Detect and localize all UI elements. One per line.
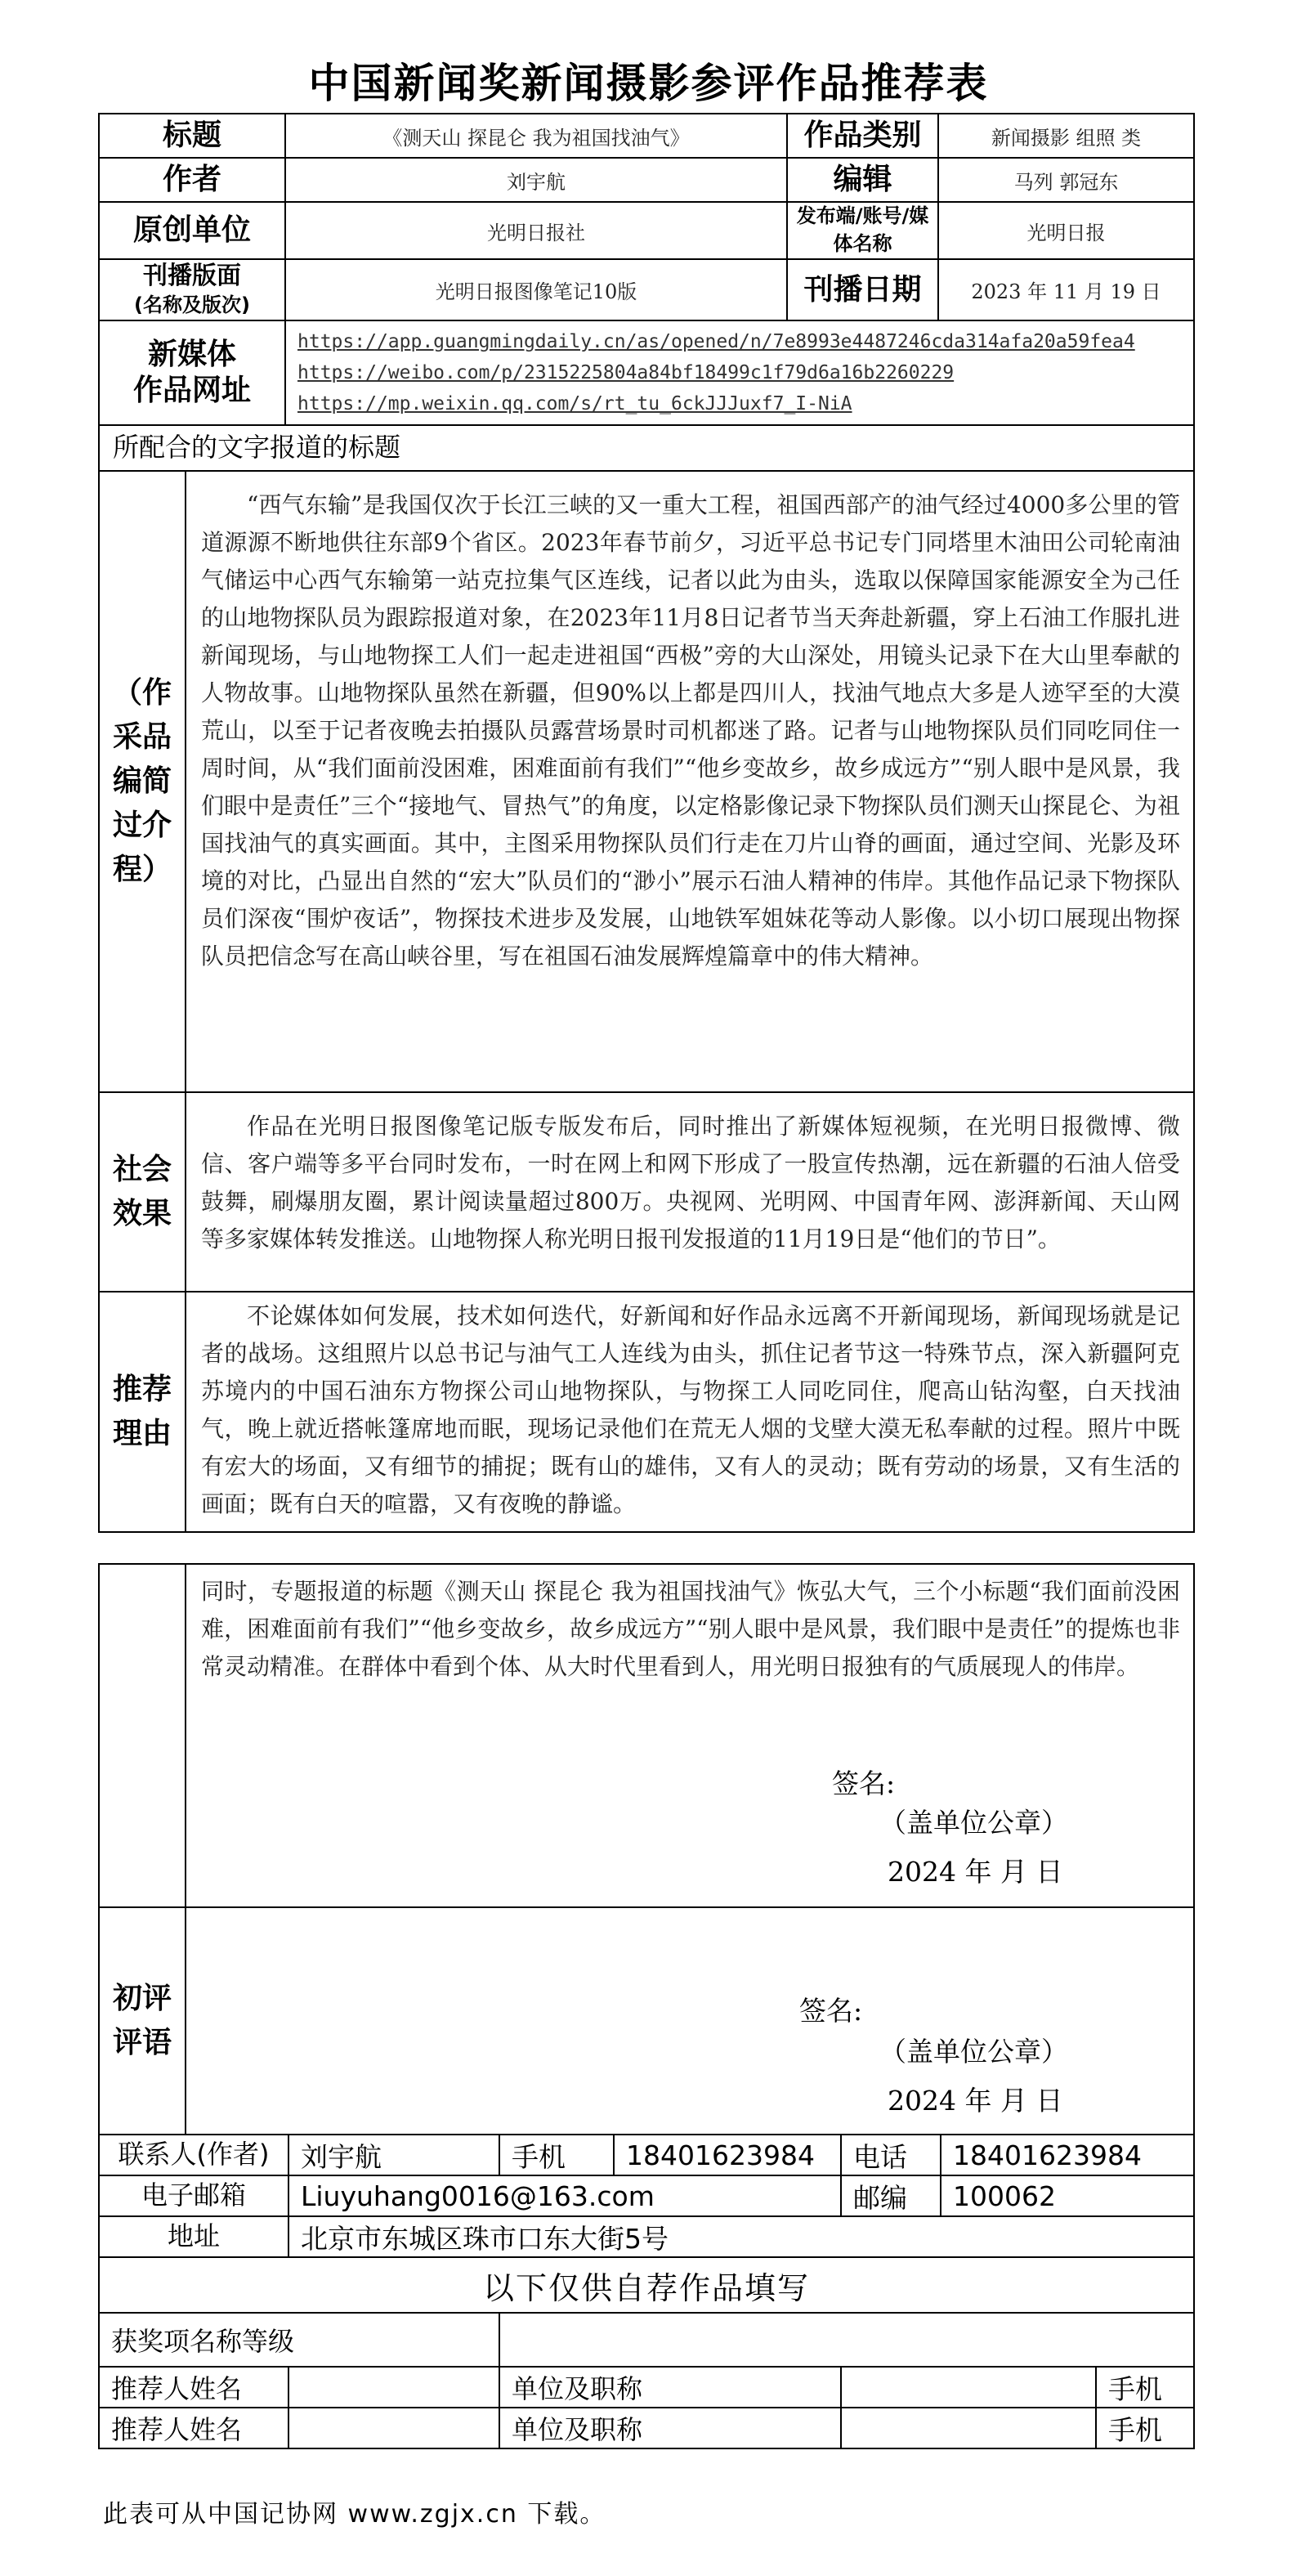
date-value: 2023 年 11 月 19 日 [938, 259, 1194, 320]
recommender-mobile-cell-2 [841, 2408, 1194, 2448]
phone-value: 18401623984 [941, 2135, 1194, 2175]
reason-sign-label: 签名: [832, 1767, 896, 1799]
recommender-label-1: 推荐人姓名 [99, 2367, 288, 2408]
publisher-label: 发布端/账号/媒体名称 [787, 202, 938, 259]
recommender-mobile-label-1: 手机 [1108, 2372, 1162, 2405]
author-value: 刘宇航 [285, 158, 787, 202]
address-label: 地址 [99, 2216, 288, 2257]
reason-continued-text: 同时，专题报道的标题《测天山 探昆仑 我为祖国找油气》恢弘大气，三个小标题“我们面前没困难，困难面前有我们”“他乡变故乡，故乡成远方”“别人眼中是风景，我们眼中是责任”的提炼也非常灵动精准。在群体中看到个体、从大时代里看到人，用光明日报独有的气质展现人的伟岸。 [201, 1578, 1181, 1680]
recommender-mobile-cell-1 [841, 2367, 1194, 2408]
review-label [99, 1907, 186, 2135]
address-value: 北京市东城区珠市口东大街5号 [288, 2216, 1194, 2257]
url-label-line-2: 作品网址 [133, 373, 252, 407]
review-date: 2024 年 月 日 [888, 2085, 1063, 2117]
url-label-line-1: 新媒体 [148, 338, 237, 372]
intro-label-text: （作采品编简过介程） [112, 675, 172, 886]
author-label: 作者 [99, 158, 285, 202]
reason-text: 不论媒体如何发展，技术如何迭代，好新闻和好作品永远离不开新闻现场，新闻现场就是记者的战场。这组照片以总书记与油气工人连线为由头，抓住记者节这一特殊节点，深入新疆阿克苏境内的中国石油东方物探公司山地物探队，与物探工人同吃同住，爬高山钻沟壑，白天找油气，晚上就近搭帐篷席地而眠，现场记录他们在荒无人烟的戈壁大漠无私奉献的过程。照片中既有宏大的场面，又有细节的捕捉；既有山的雄伟，又有人的灵动；既有劳动的场景，又有生活的画面；既有白天的喧嚣，又有夜晚的静谧。 [201, 1301, 1181, 1517]
reason-continued-content [186, 1564, 1194, 1907]
self-recommend-heading: 以下仅供自荐作品填写 [99, 2257, 1194, 2313]
review-sign-label: 签名: [799, 1995, 863, 2027]
position-label-1: 单位及职称 [499, 2367, 841, 2408]
intro-text: “西气东输”是我国仅次于长江三峡的又一重大工程，祖国西部产的油气经过4000多公里的管道源源不断地供往东部9个省区。2023年春节前夕，习近平总书记专门同塔里木油田公司轮南油气储运中心西气东输第一站克拉集气区连线，记者以此为由头，选取以保障国家能源安全为己任的山地物探队员为跟踪报道对象，在2023年11月8日记者节当天奔赴新疆，穿上石油工作服扎进新闻现场，与山地物探工人们一起走进祖国“西极”旁的大山深处，用镜头记录下在大山里奉献的人物故事。山地物探队虽然在新疆，但90%以上都是四川人，找油气地点大多是人迹罕至的大漠荒山，以至于记者夜晚去拍摄队员露营场景时司机都迷了路。记者与山地物探队员们同吃同住一周时间，从“我们面前没困难，困难面前有我们”“他乡变故乡，故乡成远方”“别人眼中是风景，我们眼中是责任”三个“接地气、冒热气”的角度，以定格影像记录下物探队员们测天山探昆仑、为祖国找油气的真实画面。其中，主图采用物探队员们行走在刀片山脊的画面，通过空间、光影及环境的对比，凸显出自然的“宏大”队员们的“渺小”展示石油人精神的伟岸。其他作品记录下物探队员们深夜“围炉夜话”，物探技术进步及发展，山地铁军姐妹花等动人影像。以小切口展现出物探队员把信念写在高山峡谷里，写在祖国石油发展辉煌篇章中的伟大精神。 [201, 491, 1181, 970]
recommender-value-2[interactable] [288, 2408, 499, 2448]
email-value: Liuyuhang0016@163.com [288, 2175, 841, 2216]
position-label-2: 单位及职称 [499, 2408, 841, 2448]
reason-content [186, 1292, 1194, 1532]
page-label-line-1: 刊播版面 [143, 262, 241, 290]
page-label [99, 259, 285, 320]
position-value-1[interactable] [842, 2368, 1097, 2407]
contact-value: 刘宇航 [288, 2135, 499, 2175]
effect-text: 作品在光明日报图像笔记版专版发布后，同时推出了新媒体短视频，在光明日报微博、微信、客户端等多平台同时发布，一时在网上和网下形成了一股宣传热潮，远在新疆的石油人倍受鼓舞，刷爆朋友圈，累计阅读量超过800万。央视网、光明网、中国青年网、澎湃新闻、天山网等多家媒体转发推送。山地物探人称光明日报刊发报道的11月19日是“他们的节日”。 [201, 1112, 1181, 1252]
url-link-app[interactable]: https://app.guangmingdaily.cn/as/opened/n/7e8993e4487246cda314afa20a59fea4 [297, 330, 1135, 352]
related-report-text: 所配合的文字报道的标题 [113, 431, 401, 463]
zip-label: 邮编 [841, 2175, 941, 2216]
effect-label [99, 1092, 186, 1292]
recommender-mobile-label-2: 手机 [1108, 2413, 1162, 2446]
reason-label-text: 推荐理由 [112, 1372, 172, 1450]
url-link-weibo[interactable]: https://weibo.com/p/2315225804a84bf18499c1f79d6a16b2260229 [297, 361, 955, 383]
page-value: 光明日报图像笔记10版 [285, 259, 787, 320]
review-seal-label: （盖单位公章） [879, 2036, 1068, 2068]
editor-value: 马列 郭冠东 [938, 158, 1194, 202]
publisher-value: 光明日报 [938, 202, 1194, 259]
effect-label-text: 社会效果 [112, 1152, 172, 1230]
url-label [99, 320, 285, 425]
reason-label [99, 1292, 186, 1532]
editor-label: 编辑 [787, 158, 938, 202]
footer-note: 此表可从中国记协网 www.zgjx.cn 下载。 [103, 2500, 606, 2529]
unit-label: 原创单位 [99, 202, 285, 259]
category-value: 新闻摄影 组照 类 [938, 114, 1194, 158]
url-link-weixin[interactable]: https://mp.weixin.qq.com/s/rt_tu_6ckJJJuxf7_I-NiA [297, 392, 852, 414]
mobile-label: 手机 [499, 2135, 614, 2175]
date-label: 刊播日期 [787, 259, 938, 320]
page-label-line-2: (名称及版次) [134, 293, 250, 316]
mobile-value: 18401623984 [614, 2135, 841, 2175]
category-label: 作品类别 [787, 114, 938, 158]
intro-label [99, 471, 186, 1092]
url-list [285, 320, 1194, 425]
reason-seal-label: （盖单位公章） [879, 1807, 1068, 1839]
intro-content [186, 471, 1194, 1092]
email-label: 电子邮箱 [99, 2175, 288, 2216]
related-report-label [99, 425, 1194, 471]
effect-content [186, 1092, 1194, 1292]
recommender-value-1[interactable] [288, 2367, 499, 2408]
review-label-text: 初评评语 [112, 1982, 172, 2059]
recommendation-table-page-1 [98, 113, 1195, 1533]
title-value: 《测天山 探昆仑 我为祖国找油气》 [285, 114, 787, 158]
title-label: 标题 [99, 114, 285, 158]
page-title: 中国新闻奖新闻摄影参评作品推荐表 [308, 60, 989, 107]
phone-label: 电话 [841, 2135, 941, 2175]
unit-value: 光明日报社 [285, 202, 787, 259]
award-value[interactable] [499, 2313, 1194, 2367]
reason-date: 2024 年 月 日 [888, 1856, 1063, 1888]
award-label: 获奖项名称等级 [99, 2313, 499, 2367]
position-value-2[interactable] [842, 2408, 1097, 2448]
recommendation-table-page-2 [98, 1563, 1195, 2449]
reason-label-continued-cell [99, 1564, 186, 1907]
recommender-label-2: 推荐人姓名 [99, 2408, 288, 2448]
zip-value: 100062 [941, 2175, 1194, 2216]
review-content [186, 1907, 1194, 2135]
contact-label: 联系人(作者) [99, 2135, 288, 2175]
